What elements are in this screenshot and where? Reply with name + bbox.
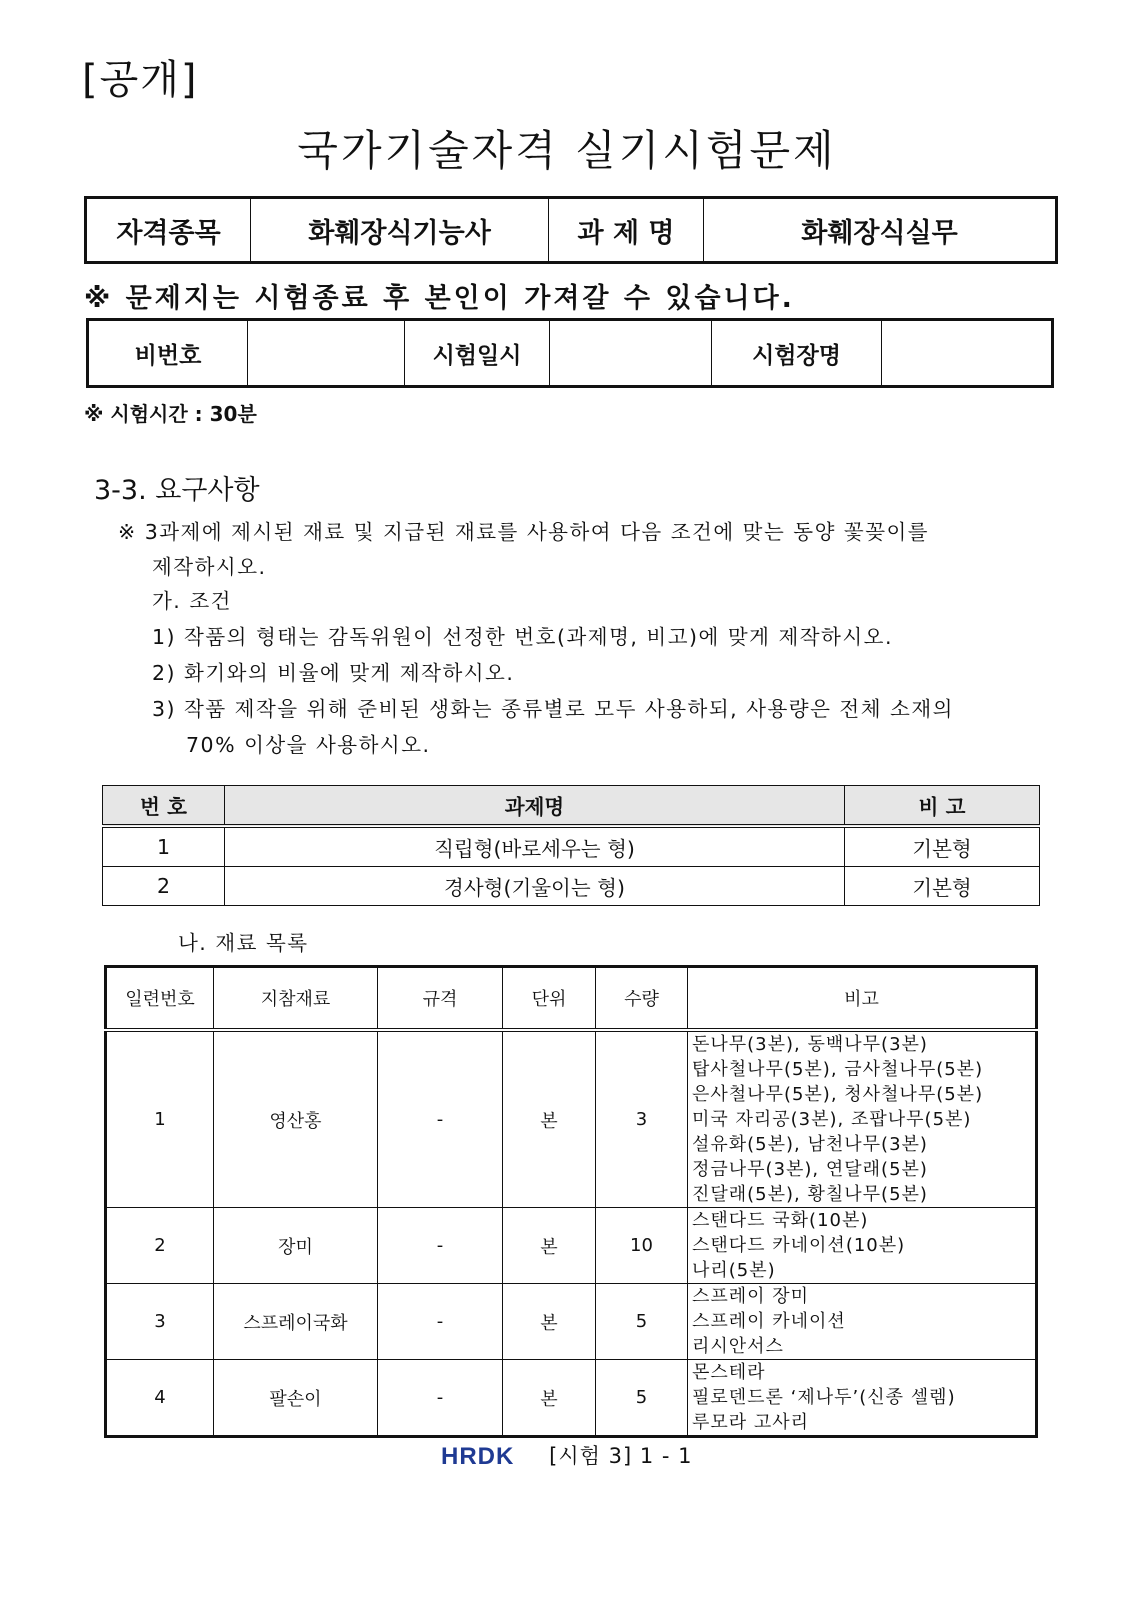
material-name: 영산홍 [214, 1030, 378, 1208]
task-remarks: 기본형 [845, 826, 1040, 867]
exam-info-table [86, 318, 1054, 388]
material-spec: - [378, 1208, 503, 1284]
task-name-label: 과 제 명 [549, 198, 704, 263]
task-number: 2 [103, 867, 225, 906]
table-row [103, 867, 1040, 906]
materials-table [104, 965, 1038, 1438]
table-row [106, 1030, 1037, 1208]
header-serial-no: 일련번호 [106, 967, 214, 1031]
page-footer [0, 1440, 1134, 1472]
exam-time-note: ※ 시험시간 : 30분 [84, 402, 257, 426]
material-spec: - [378, 1284, 503, 1360]
condition-3: 3) 작품 제작을 위해 준비된 생화는 종류별로 모두 사용하되, 사용량은 전체 소재의 [152, 697, 954, 721]
exam-date-field[interactable] [550, 320, 712, 387]
materials-table-header [106, 967, 1037, 1031]
material-remarks [688, 1208, 1037, 1284]
material-quantity: 10 [596, 1208, 688, 1284]
material-name: 장미 [214, 1208, 378, 1284]
task-remarks: 기본형 [845, 867, 1040, 906]
serial-no: 2 [106, 1208, 214, 1284]
serial-no: 3 [106, 1284, 214, 1360]
header-unit: 단위 [503, 967, 596, 1031]
exam-id-field[interactable] [248, 320, 405, 387]
qualification-field-value: 화훼장식기능사 [251, 198, 549, 263]
material-spec: - [378, 1030, 503, 1208]
table-row [103, 826, 1040, 867]
exam-venue-label: 시험장명 [712, 320, 882, 387]
qualification-info-table [84, 196, 1058, 264]
remark-line: 돈나무(3본), 동백나무(3본) [692, 1034, 928, 1055]
material-unit: 본 [503, 1360, 596, 1437]
conditions-heading: 가. 조건 [152, 589, 232, 613]
task-table [102, 785, 1040, 906]
header-number: 번 호 [103, 786, 225, 827]
table-row [106, 1284, 1037, 1360]
notice-text: ※ 문제지는 시험종료 후 본인이 가져갈 수 있습니다. [84, 283, 795, 314]
header-spec: 규격 [378, 967, 503, 1031]
serial-no: 4 [106, 1360, 214, 1437]
material-name: 팔손이 [214, 1360, 378, 1437]
remark-line: 미국 자리공(3본), 조팝나무(5본) [692, 1109, 972, 1130]
public-label: [공개] [82, 57, 199, 103]
task-table-header [103, 786, 1040, 827]
exam-date-label: 시험일시 [405, 320, 550, 387]
serial-no: 1 [106, 1030, 214, 1208]
table-row [106, 1208, 1037, 1284]
condition-3-cont: 70% 이상을 사용하시오. [186, 733, 431, 757]
material-unit: 본 [503, 1284, 596, 1360]
material-remarks [688, 1284, 1037, 1360]
section-title: 3-3. 요구사항 [94, 475, 260, 506]
exam-id-label: 비번호 [88, 320, 248, 387]
condition-1: 1) 작품의 형태는 감독위원이 선정한 번호(과제명, 비고)에 맞게 제작하시오. [152, 625, 893, 649]
material-remarks [688, 1360, 1037, 1437]
remark-line: 정금나무(3본), 연달래(5본) [692, 1159, 928, 1180]
material-unit: 본 [503, 1030, 596, 1208]
requirement-intro: ※ 3과제에 제시된 재료 및 지급된 재료를 사용하여 다음 조건에 맞는 동양 꽃꽂이를 [118, 520, 930, 544]
task-name-value: 화훼장식실무 [704, 198, 1057, 263]
header-material: 지참재료 [214, 967, 378, 1031]
hrdk-logo-text: HRDK [441, 1442, 515, 1467]
material-quantity: 5 [596, 1360, 688, 1437]
requirement-intro-cont: 제작하시오. [152, 555, 267, 579]
material-remarks [688, 1030, 1037, 1208]
material-quantity: 3 [596, 1030, 688, 1208]
qualification-field-label: 자격종목 [86, 198, 251, 263]
condition-2: 2) 화기와의 비율에 맞게 제작하시오. [152, 661, 515, 685]
remark-line: 설유화(5본), 남천나무(3본) [692, 1134, 928, 1155]
materials-heading: 나. 재료 목록 [178, 931, 309, 955]
remark-line: 스프레이 장미 [692, 1286, 810, 1307]
task-name: 직립형(바로세우는 형) [225, 826, 845, 867]
remark-line: 리시안서스 [692, 1336, 784, 1357]
remark-line: 나리(5본) [692, 1260, 776, 1281]
header-remarks: 비고 [688, 967, 1037, 1031]
remark-line: 몬스테라 [692, 1362, 766, 1383]
header-quantity: 수량 [596, 967, 688, 1031]
remark-line: 스탠다드 카네이션(10본) [692, 1235, 906, 1256]
material-unit: 본 [503, 1208, 596, 1284]
document-title: 국가기술자격 실기시험문제 [297, 126, 837, 175]
remark-line: 루모라 고사리 [692, 1412, 810, 1433]
remark-line: 진달래(5본), 황칠나무(5본) [692, 1184, 928, 1205]
header-task-name: 과제명 [225, 786, 845, 827]
remark-line: 필로덴드론 ‘제나두’(신종 셀렘) [692, 1387, 956, 1408]
hrdk-logo [441, 1443, 529, 1472]
task-number: 1 [103, 826, 225, 867]
remark-line: 스탠다드 국화(10본) [692, 1210, 869, 1231]
exam-venue-field[interactable] [882, 320, 1053, 387]
task-name: 경사형(기울이는 형) [225, 867, 845, 906]
header-remarks: 비 고 [845, 786, 1040, 827]
remark-line: 스프레이 카네이션 [692, 1311, 846, 1332]
table-row [106, 1360, 1037, 1437]
material-quantity: 5 [596, 1284, 688, 1360]
remark-line: 탑사철나무(5본), 금사철나무(5본) [692, 1059, 984, 1080]
material-name: 스프레이국화 [214, 1284, 378, 1360]
remark-line: 은사철나무(5본), 청사철나무(5본) [692, 1084, 984, 1105]
page-number: [시험 3] 1 - 1 [549, 1444, 693, 1468]
material-spec: - [378, 1360, 503, 1437]
